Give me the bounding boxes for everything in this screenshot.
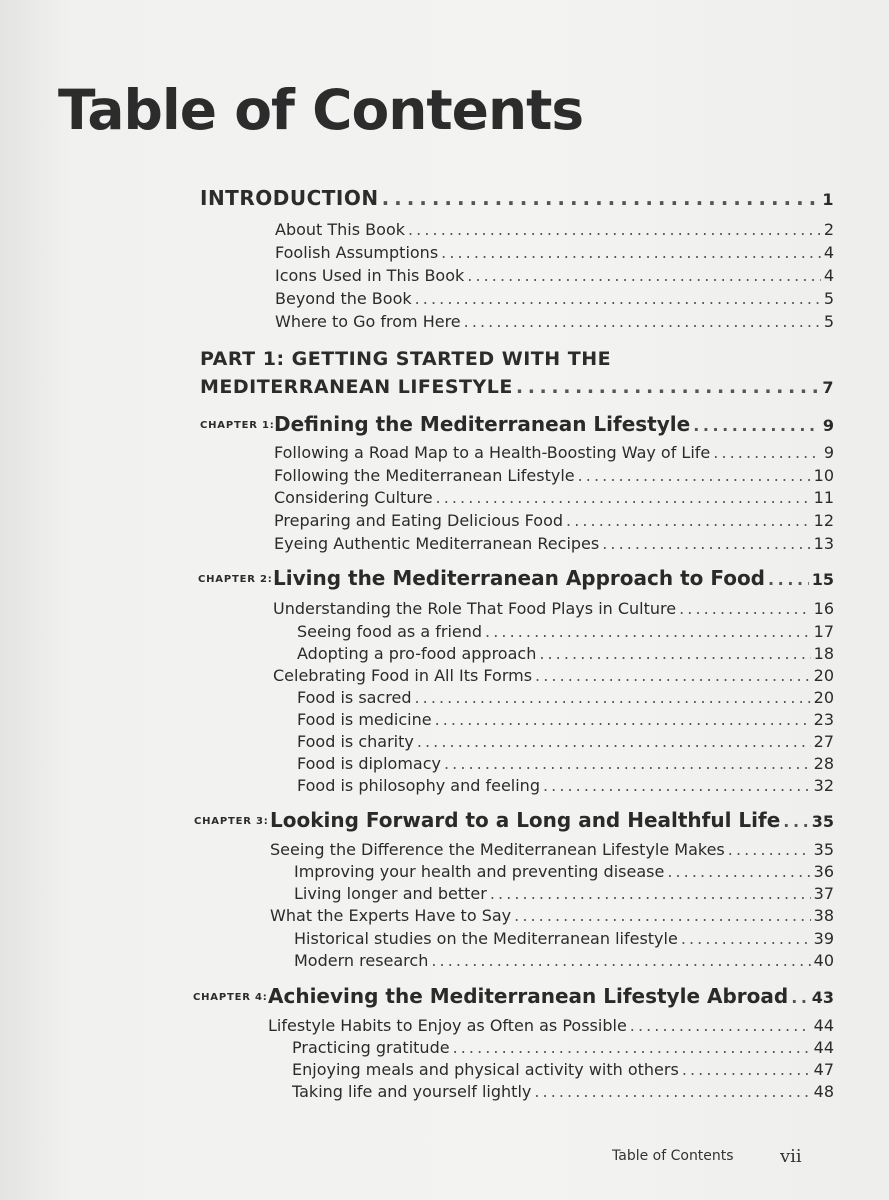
dot-leader	[534, 1082, 810, 1101]
toc-entry-chapter	[274, 412, 834, 436]
toc-entry	[294, 929, 834, 948]
entry-page: 27	[813, 732, 834, 751]
entry-page: 48	[813, 1082, 834, 1101]
dot-leader	[417, 732, 811, 751]
dot-leader	[630, 1016, 811, 1035]
entry-page: 7	[822, 378, 834, 397]
entry-page: 5	[823, 312, 834, 331]
toc-entry-introduction	[200, 186, 834, 210]
running-footer-title: Table of Contents	[612, 1148, 734, 1164]
entry-label: Food is philosophy and feeling	[297, 776, 540, 795]
entry-page: 44	[813, 1016, 834, 1035]
entry-label: Seeing food as a friend	[297, 622, 483, 641]
dot-leader	[514, 906, 811, 925]
entry-label: Beyond the Book	[275, 289, 412, 308]
entry-page: 15	[811, 570, 834, 589]
toc-entry-chapter	[273, 566, 834, 590]
toc-entry	[270, 840, 834, 859]
entry-page: 35	[813, 840, 834, 859]
dot-leader	[602, 534, 810, 553]
dot-leader	[467, 266, 821, 285]
entry-label: Preparing and Eating Delicious Food	[274, 511, 564, 530]
entry-page: 32	[813, 776, 834, 795]
entry-page: 44	[813, 1038, 834, 1057]
toc-entry	[275, 266, 834, 285]
entry-label: Following a Road Map to a Health-Boosting Way of Life	[274, 443, 711, 462]
entry-label: Modern research	[294, 951, 429, 970]
entry-page: 11	[813, 488, 834, 507]
dot-leader	[490, 884, 811, 903]
dot-leader	[453, 1038, 811, 1057]
page-number: vii	[780, 1146, 802, 1167]
dot-leader	[415, 289, 821, 308]
toc-entry-chapter	[270, 808, 834, 832]
page-title: Table of Contents	[58, 78, 584, 142]
entry-page: 12	[813, 511, 834, 530]
toc-entry	[297, 776, 834, 795]
chapter-label: CHAPTER 2:	[198, 574, 273, 585]
entry-label: Adopting a pro-food approach	[297, 644, 537, 663]
entry-page: 47	[813, 1060, 834, 1079]
toc-entry	[274, 511, 834, 530]
entry-label: Eyeing Authentic Mediterranean Recipes	[274, 534, 600, 553]
toc-entry	[297, 710, 834, 729]
dot-leader	[791, 988, 809, 1007]
dot-leader	[768, 570, 809, 589]
entry-label: Lifestyle Habits to Enjoy as Often as Possible	[268, 1016, 627, 1035]
entry-page: 18	[813, 644, 834, 663]
toc-entry	[270, 906, 834, 925]
entry-label: Food is charity	[297, 732, 414, 751]
entry-page: 43	[811, 988, 834, 1007]
toc-entry	[297, 622, 834, 641]
dot-leader	[539, 644, 810, 663]
dot-leader	[535, 666, 811, 685]
dot-leader	[436, 488, 811, 507]
toc-entry	[274, 443, 834, 462]
dot-leader	[431, 951, 810, 970]
entry-page: 13	[813, 534, 834, 553]
entry-page: 16	[813, 599, 834, 618]
toc-entry	[297, 644, 834, 663]
dot-leader	[464, 312, 821, 331]
entry-page: 37	[813, 884, 834, 903]
dot-leader	[682, 1060, 811, 1079]
entry-label: What the Experts Have to Say	[270, 906, 512, 925]
entry-page: 5	[823, 289, 834, 308]
toc-entry	[297, 688, 834, 707]
entry-label: Taking life and yourself lightly	[292, 1082, 532, 1101]
dot-leader	[679, 599, 811, 618]
entry-label: Understanding the Role That Food Plays in Culture	[273, 599, 677, 618]
dot-leader	[485, 622, 811, 641]
toc-entry	[275, 312, 834, 331]
entry-page: 2	[823, 220, 834, 239]
entry-page: 36	[813, 862, 834, 881]
toc-entry	[294, 884, 834, 903]
toc-entry	[274, 534, 834, 553]
chapter-label: CHAPTER 4:	[193, 992, 268, 1003]
entry-label: Celebrating Food in All Its Forms	[273, 666, 533, 685]
chapter-label: CHAPTER 1:	[200, 420, 275, 431]
entry-page: 9	[822, 416, 834, 435]
dot-leader	[728, 840, 811, 859]
dot-leader	[408, 220, 821, 239]
toc-entry	[273, 666, 834, 685]
entry-label: Food is medicine	[297, 710, 432, 729]
dot-leader	[444, 754, 811, 773]
toc-entry	[294, 951, 834, 970]
toc-entry	[292, 1060, 834, 1079]
entry-label: Practicing gratitude	[292, 1038, 450, 1057]
chapter-title: Looking Forward to a Long and Healthful Life	[270, 808, 781, 832]
toc-entry	[275, 220, 834, 239]
chapter-title: Achieving the Mediterranean Lifestyle Abroad	[268, 984, 789, 1008]
dot-leader	[667, 862, 810, 881]
dot-leader	[566, 511, 811, 530]
entry-label: Historical studies on the Mediterranean lifestyle	[294, 929, 678, 948]
dot-leader	[693, 416, 820, 435]
entry-page: 10	[813, 466, 834, 485]
toc-entry	[274, 488, 834, 507]
entry-label: Considering Culture	[274, 488, 433, 507]
entry-label: Where to Go from Here	[275, 312, 461, 331]
entry-label: Living longer and better	[294, 884, 487, 903]
dot-leader	[783, 812, 808, 831]
toc-entry	[292, 1082, 834, 1101]
entry-label: About This Book	[275, 220, 405, 239]
dot-leader	[681, 929, 811, 948]
entry-page: 17	[813, 622, 834, 641]
toc-entry-chapter	[268, 984, 834, 1008]
toc-entry	[268, 1016, 834, 1035]
dot-leader	[713, 443, 821, 462]
dot-leader	[543, 776, 811, 795]
dot-leader	[578, 466, 811, 485]
toc-entry	[292, 1038, 834, 1057]
toc-entry	[275, 289, 834, 308]
chapter-label: CHAPTER 3:	[194, 816, 269, 827]
entry-page: 20	[813, 666, 834, 685]
entry-page: 40	[813, 951, 834, 970]
toc-entry	[275, 243, 834, 262]
dot-leader	[441, 243, 821, 262]
entry-label: Food is diplomacy	[297, 754, 441, 773]
entry-label: Improving your health and preventing disease	[294, 862, 665, 881]
dot-leader	[382, 186, 820, 210]
entry-page: 23	[813, 710, 834, 729]
toc-entry	[274, 466, 834, 485]
chapter-title: Living the Mediterranean Approach to Food	[273, 566, 766, 590]
entry-label: Food is sacred	[297, 688, 412, 707]
entry-page: 39	[813, 929, 834, 948]
entry-page: 38	[813, 906, 834, 925]
entry-page: 20	[813, 688, 834, 707]
entry-page: 9	[823, 443, 834, 462]
part-title-line1: PART 1: GETTING STARTED WITH THE	[200, 348, 612, 370]
toc-entry	[297, 732, 834, 751]
toc-entry	[273, 599, 834, 618]
dot-leader	[516, 376, 820, 398]
dot-leader	[414, 688, 810, 707]
entry-label: Following the Mediterranean Lifestyle	[274, 466, 575, 485]
dot-leader	[435, 710, 811, 729]
entry-label: Enjoying meals and physical activity with others	[292, 1060, 679, 1079]
entry-page: 28	[813, 754, 834, 773]
entry-page: 1	[822, 190, 834, 209]
entry-label: Foolish Assumptions	[275, 243, 439, 262]
entry-page: 4	[823, 266, 834, 285]
entry-label: MEDITERRANEAN LIFESTYLE	[200, 376, 513, 398]
toc-entry	[297, 754, 834, 773]
entry-label: Seeing the Difference the Mediterranean Lifestyle Makes	[270, 840, 725, 859]
toc-entry-part1	[200, 376, 834, 398]
toc-entry	[294, 862, 834, 881]
entry-page: 4	[823, 243, 834, 262]
entry-page: 35	[811, 812, 834, 831]
chapter-title: Defining the Mediterranean Lifestyle	[274, 412, 691, 436]
entry-label: Icons Used in This Book	[275, 266, 465, 285]
entry-label: INTRODUCTION	[200, 186, 379, 210]
